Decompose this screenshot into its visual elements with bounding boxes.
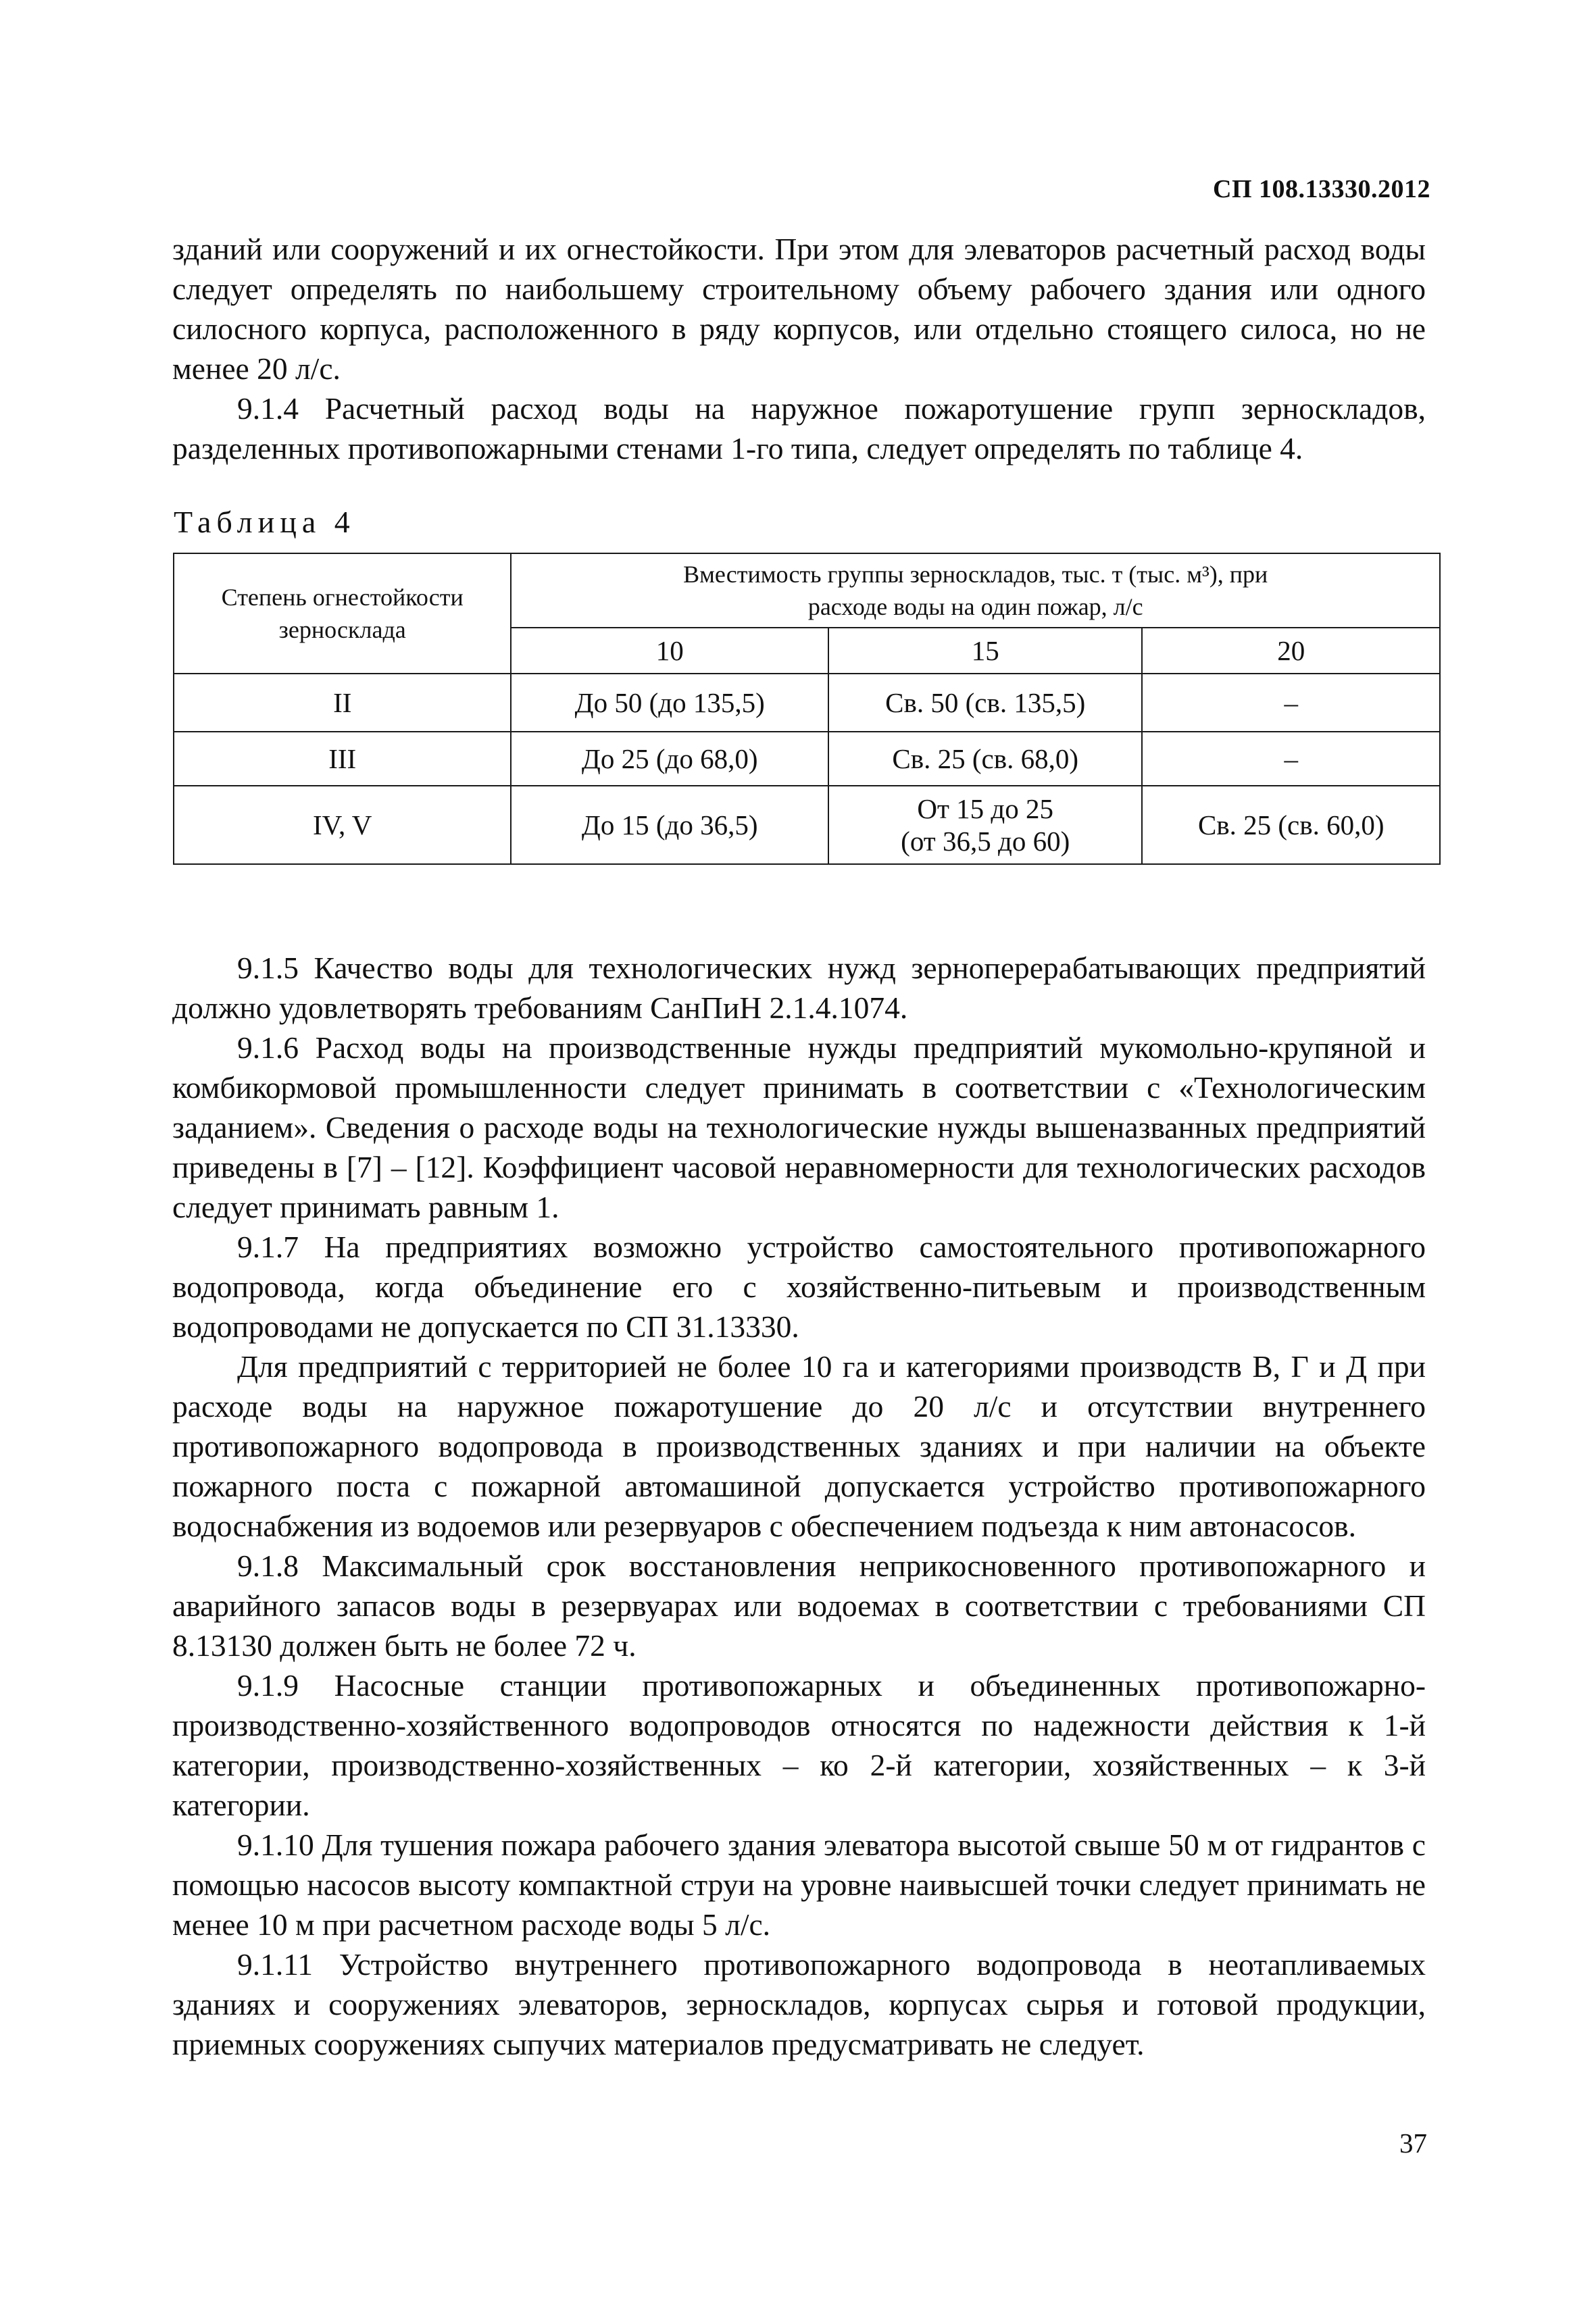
subheader-10: 10 bbox=[511, 628, 828, 674]
value-cell: До 25 (до 68,0) bbox=[511, 732, 828, 786]
paragraph-9-1-9: 9.1.9 Насосные станции противопожарных и объединенных противопожарно-производственно-хозяйственного водопроводов относятся по надежности действия к 1-й категории, производственно-хозяйственных – ко 2-й категории, хозяйственных – к 3-й категории. bbox=[172, 1668, 1426, 1822]
document-code: СП 108.13330.2012 bbox=[1213, 175, 1430, 203]
paragraph-9-1-10: 9.1.10 Для тушения пожара рабочего здания элеватора высотой свыше 50 м от гидрантов с помощью насосов высоту компактной струи на уровне наивысшей точки следует принимать не менее 10 м при расчетном расходе воды 5 л/с. bbox=[172, 1828, 1426, 1942]
grade-cell: IV, V bbox=[174, 786, 511, 864]
header-capacity-group: Вместимость группы зерноскладов, тыс. т (тыс. м³), при расходе воды на один пожар, л/с bbox=[511, 553, 1440, 628]
header-fire-resistance: Степень огнестойкости зерносклада bbox=[174, 553, 511, 674]
page-number: 37 bbox=[1399, 2128, 1427, 2159]
paragraph-continuation: зданий или сооружений и их огнестойкости. При этом для элеваторов расчетный расход воды следует определять по наибольшему строительному объему рабочего здания или одного силосного корпуса, расположенного в ряду корпусов, или отдельно стоящего силоса, но не менее 20 л/с. bbox=[172, 232, 1426, 386]
table-caption: Таблица 4 bbox=[174, 505, 355, 539]
value-cell: Св. 25 (св. 68,0) bbox=[828, 732, 1143, 786]
paragraph-9-1-7-continued: Для предприятий с территорией не более 10 га и категориями производств В, Г и Д при расходе воды на наружное пожаротушение до 20 л/с и отсутствии внутреннего противопожарного водопровода в производственных зданиях и при наличии на объекте пожарного поста с пожарной автомашиной допускается устройство противопожарного водоснабжения из водоемов или резервуаров с обеспечением подъезда к ним автонасосов. bbox=[172, 1349, 1426, 1543]
value-cell: До 50 (до 135,5) bbox=[511, 674, 828, 732]
grade-cell: III bbox=[174, 732, 511, 786]
value-cell: Св. 50 (св. 135,5) bbox=[828, 674, 1143, 732]
paragraph-9-1-7: 9.1.7 На предприятиях возможно устройство самостоятельного противопожарного водопровода, когда объединение его с хозяйственно-питьевым и производственным водопроводами не допускается по СП 31.13330. bbox=[172, 1230, 1426, 1344]
paragraph-9-1-8: 9.1.8 Максимальный срок восстановления неприкосновенного противопожарного и аварийного запасов воды в резервуарах или водоемах в соответствии с требованиями СП 8.13130 должен быть не более 72 ч. bbox=[172, 1549, 1426, 1663]
value-cell bbox=[828, 786, 1143, 864]
paragraph-9-1-5: 9.1.5 Качество воды для технологических нужд зерноперерабатывающих предприятий должно удовлетворять требованиям СанПиН 2.1.4.1074. bbox=[172, 951, 1426, 1025]
water-flow-table bbox=[173, 553, 1441, 865]
paragraph-9-1-11: 9.1.11 Устройство внутреннего противопожарного водопровода в неотапливаемых зданиях и сооружениях элеваторов, зерноскладов, корпусах сырья и готовой продукции, приемных сооружениях сыпучих материалов предусматривать не следует. bbox=[172, 1947, 1426, 2061]
paragraph-9-1-6: 9.1.6 Расход воды на производственные нужды предприятий мукомольно-крупяной и комбикормовой промышленности следует принимать в соответствии с «Технологическим заданием». Сведения о расходе воды на технологические нужды вышеназванных предприятий приведены в [7] – [12]. Коэффициент часовой неравномерности для технологических расходов следует принимать равным 1. bbox=[172, 1030, 1426, 1224]
value-cell: – bbox=[1142, 732, 1440, 786]
value-line: (от 36,5 до 60) bbox=[901, 826, 1070, 857]
table-row bbox=[174, 674, 1440, 732]
paragraph-9-1-4: 9.1.4 Расчетный расход воды на наружное пожаротушение групп зерноскладов, разделенных противопожарными стенами 1-го типа, следует определять по таблице 4. bbox=[172, 391, 1426, 466]
table-header-row bbox=[174, 553, 1440, 628]
value-cell: – bbox=[1142, 674, 1440, 732]
intro-section bbox=[172, 229, 1426, 468]
table-row bbox=[174, 786, 1440, 864]
body-section bbox=[172, 948, 1426, 2064]
subheader-20: 20 bbox=[1142, 628, 1440, 674]
subheader-15: 15 bbox=[828, 628, 1143, 674]
value-cell: До 15 (до 36,5) bbox=[511, 786, 828, 864]
grade-cell: II bbox=[174, 674, 511, 732]
value-cell: Св. 25 (св. 60,0) bbox=[1142, 786, 1440, 864]
value-line: От 15 до 25 bbox=[917, 793, 1054, 824]
table-row bbox=[174, 732, 1440, 786]
